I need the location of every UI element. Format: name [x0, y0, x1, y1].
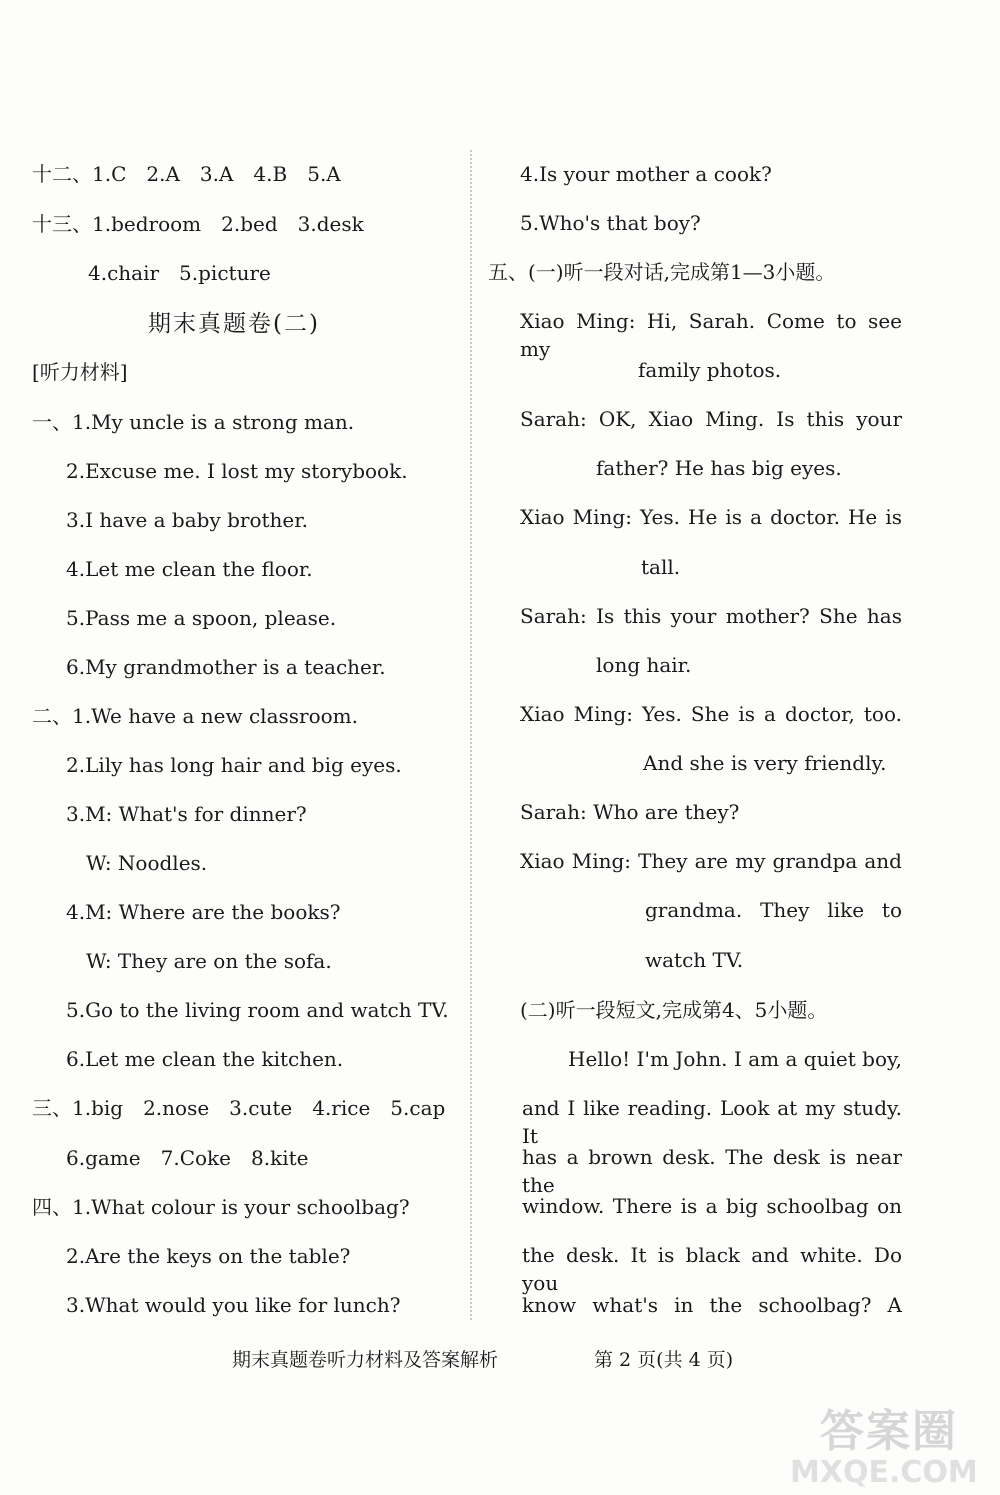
s4-line: 3.What would you like for lunch?	[66, 1293, 401, 1317]
s2-line: 二、1.We have a new classroom.	[32, 704, 358, 728]
s4-line: 2.Are the keys on the table?	[66, 1244, 351, 1268]
page-number: 第 2 页(共 4 页)	[594, 1349, 734, 1371]
s2-line: 3.M: What's for dinner?	[66, 802, 307, 826]
passage-line: has a brown desk. The desk is near the	[522, 1145, 902, 1197]
dialogue-line: Sarah: OK, Xiao Ming. Is this your	[520, 407, 902, 431]
dialogue-line: Xiao Ming: They are my grandpa and	[520, 849, 902, 873]
s2-line: 4.M: Where are the books?	[66, 900, 341, 924]
dialogue-line: watch TV.	[645, 948, 744, 972]
dialogue-line: Sarah: Who are they?	[520, 800, 740, 824]
watermark-logo: 答案圈	[820, 1406, 958, 1457]
dialogue-line: father? He has big eyes.	[596, 456, 842, 480]
dialogue-line: Xiao Ming: Yes. She is a doctor, too.	[520, 702, 902, 726]
watermark-site: MXQE.COM	[790, 1455, 978, 1490]
dialogue-line: long hair.	[596, 653, 692, 677]
s1-line: 2.Excuse me. I lost my storybook.	[66, 459, 408, 483]
dialogue-line: grandma. They like to	[645, 898, 902, 922]
dialogue-line: Sarah: Is this your mother? She has	[520, 604, 902, 628]
s4-line: 4.Is your mother a cook?	[520, 162, 772, 186]
passage-line: and I like reading. Look at my study. It	[522, 1096, 902, 1148]
s1-line: 6.My grandmother is a teacher.	[66, 655, 386, 679]
s2-line: 5.Go to the living room and watch TV.	[66, 998, 449, 1022]
s2-line: 2.Lily has long hair and big eyes.	[66, 753, 402, 777]
section-12-answers: 十二、1.C 2.A 3.A 4.B 5.A	[32, 162, 341, 186]
section-13-answers-cont: 4.chair 5.picture	[88, 261, 271, 285]
footer-title: 期末真题卷听力材料及答案解析	[232, 1349, 499, 1371]
dialogue-line: tall.	[641, 555, 681, 579]
column-divider	[470, 150, 472, 1320]
dialogue-line: And she is very friendly.	[643, 751, 887, 775]
listening-material-label: [听力材料]	[32, 360, 128, 384]
dialogue-line: Xiao Ming: Yes. He is a doctor. He is	[520, 505, 902, 529]
s1-line: 3.I have a baby brother.	[66, 508, 308, 532]
s1-line: 5.Pass me a spoon, please.	[66, 606, 337, 630]
s4-line: 四、1.What colour is your schoolbag?	[32, 1195, 410, 1219]
part-2-heading: (二)听一段短文,完成第4、5小题。	[520, 998, 828, 1022]
section-13-answers: 十三、1.bedroom 2.bed 3.desk	[32, 212, 364, 236]
passage-line: the desk. It is black and white. Do you	[522, 1243, 902, 1295]
s4-line: 5.Who's that boy?	[520, 211, 701, 235]
s1-line: 4.Let me clean the floor.	[66, 557, 313, 581]
s2-line: 6.Let me clean the kitchen.	[66, 1047, 344, 1071]
passage-line: know what's in the schoolbag? A	[522, 1293, 902, 1317]
s3-line: 6.game 7.Coke 8.kite	[66, 1146, 309, 1170]
s1-line: 一、1.My uncle is a strong man.	[32, 410, 355, 434]
dialogue-line: family photos.	[638, 358, 782, 382]
passage-line: Hello! I'm John. I am a quiet boy,	[568, 1047, 902, 1071]
s2-line: W: They are on the sofa.	[86, 949, 332, 973]
s3-line: 三、1.big 2.nose 3.cute 4.rice 5.cap	[32, 1096, 446, 1120]
section-5-heading: 五、(一)听一段对话,完成第1—3小题。	[488, 260, 836, 284]
s2-line: W: Noodles.	[86, 851, 208, 875]
passage-line: window. There is a big schoolbag on	[522, 1194, 902, 1218]
exam-title: 期末真题卷(二)	[148, 311, 320, 337]
dialogue-line: Xiao Ming: Hi, Sarah. Come to see my	[520, 309, 902, 361]
